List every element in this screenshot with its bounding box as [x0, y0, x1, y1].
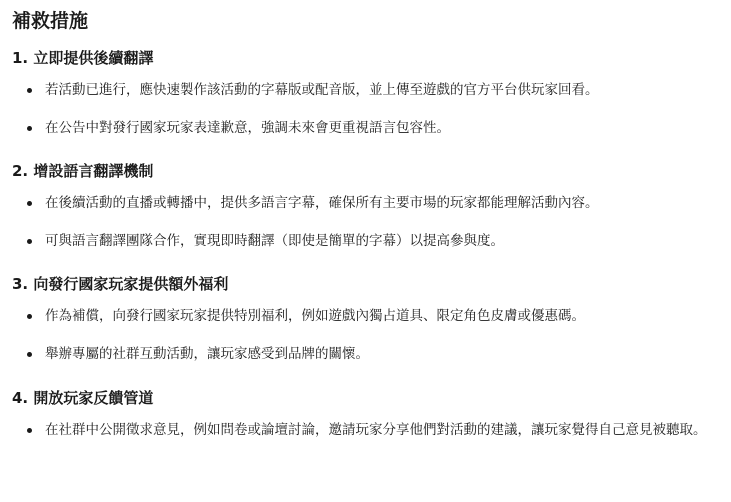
bullet-dot-icon: [27, 126, 32, 131]
bullet-dot-icon: [27, 352, 32, 357]
section-heading: 2. 增設語言翻譯機制: [12, 162, 154, 180]
section-feedback-channel: [12, 387, 717, 442]
list-item-text: 作為補償，向發行國家玩家提供特別福利，例如遊戲內獨占道具、限定角色皮膚或優惠碼。: [45, 308, 585, 324]
list-item: [12, 304, 717, 328]
list-item: [12, 418, 717, 442]
list-item-text: 舉辦專屬的社群互動活動，讓玩家感受到品牌的關懷。: [45, 346, 369, 362]
list-item: [12, 342, 717, 366]
bullet-list: [12, 304, 717, 366]
section-translation-mechanism: [12, 160, 717, 253]
section-heading: 3. 向發行國家玩家提供額外福利: [12, 275, 229, 293]
list-item: [12, 116, 717, 140]
section-immediate-translation: [12, 47, 717, 140]
bullet-list: [12, 418, 717, 442]
bullet-dot-icon: [27, 201, 32, 206]
list-item-text: 在後續活動的直播或轉播中，提供多語言字幕，確保所有主要市場的玩家都能理解活動內容。: [45, 195, 599, 211]
section-extra-benefits: [12, 273, 717, 366]
section-heading: 4. 開放玩家反饋管道: [12, 389, 154, 407]
list-item-text: 若活動已進行，應快速製作該活動的字幕版或配音版，並上傳至遊戲的官方平台供玩家回看。: [45, 82, 599, 98]
list-item-text: 在社群中公開徵求意見，例如問卷或論壇討論，邀請玩家分享他們對活動的建議，讓玩家覺得自己意見被聽取。: [45, 422, 707, 438]
bullet-dot-icon: [27, 428, 32, 433]
bullet-dot-icon: [27, 88, 32, 93]
section-heading: 1. 立即提供後續翻譯: [12, 49, 154, 67]
list-item: [12, 229, 717, 253]
list-item: [12, 191, 717, 215]
bullet-list: [12, 78, 717, 140]
list-item-text: 可與語言翻譯團隊合作，實現即時翻譯（即使是簡單的字幕）以提高參與度。: [45, 233, 504, 249]
list-item: [12, 78, 717, 102]
bullet-dot-icon: [27, 239, 32, 244]
page-title: 補救措施: [12, 10, 89, 32]
list-item-text: 在公告中對發行國家玩家表達歉意，強調未來會更重視語言包容性。: [45, 120, 450, 136]
bullet-list: [12, 191, 717, 253]
bullet-dot-icon: [27, 314, 32, 319]
